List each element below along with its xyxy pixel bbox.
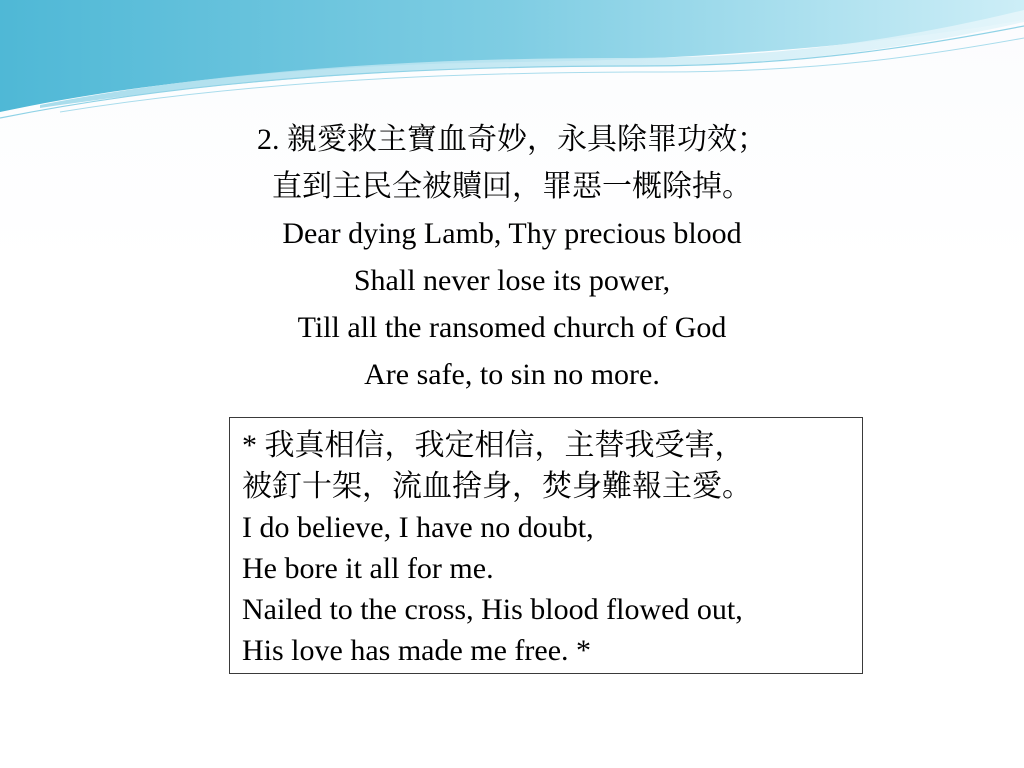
chorus-line: I do believe, I have no doubt,: [242, 511, 594, 544]
decorative-wave-header: [0, 0, 1024, 130]
chorus-line: * 我真相信，我定相信，主替我受害，: [242, 429, 745, 462]
chorus-line: 被釘十架，流血捨身，焚身難報主愛。: [242, 470, 752, 503]
verse-line: 直到主民全被贖回，罪惡一概除掉。: [272, 170, 752, 203]
verse-line: Are safe, to sin no more.: [364, 358, 660, 391]
chorus-box: [229, 417, 863, 674]
chorus-line: His love has made me free. *: [242, 634, 592, 667]
wave-band-main: [0, 0, 1024, 112]
verse-line: Dear dying Lamb, Thy precious blood: [282, 217, 742, 250]
verse-line: Shall never lose its power,: [353, 264, 671, 297]
chorus-line: He bore it all for me.: [242, 552, 494, 585]
verse-2: [0, 116, 1024, 398]
verse-line: Till all the ransomed church of God: [297, 311, 727, 344]
chorus-line: Nailed to the cross, His blood flowed out,: [242, 593, 743, 626]
verse-line: 2. 親愛救主寶血奇妙，永具除罪功效；: [257, 123, 767, 156]
